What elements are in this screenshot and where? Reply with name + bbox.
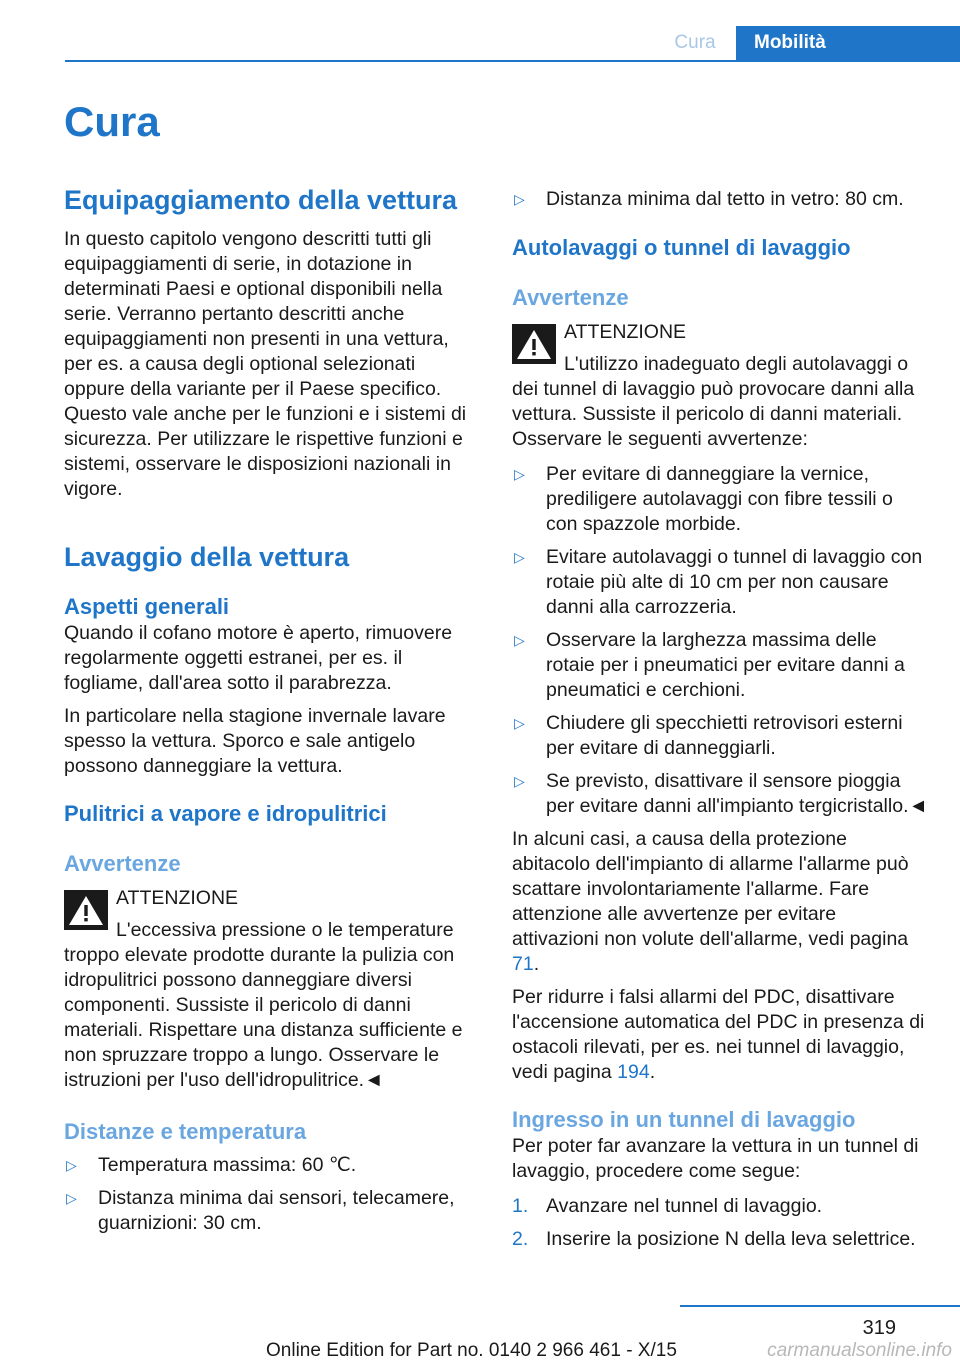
heading-avvertenze: Avvertenze: [64, 851, 181, 876]
heading-aspetti-generali: Aspetti generali: [64, 594, 230, 619]
triangle-right-icon: ▷: [514, 549, 525, 565]
heading-autolavaggi: Autolavaggi o tunnel di lavaggio: [512, 235, 851, 260]
distance-list-continued: [512, 187, 928, 212]
warning-triangle-icon: [512, 324, 556, 364]
warning-title: ATTENZIONE: [116, 887, 239, 909]
heading-ingresso: Ingresso in un tunnel di lavaggio: [512, 1107, 856, 1132]
list-item: 1. Avanzare nel tunnel di lavaggio.: [512, 1195, 823, 1217]
heading-equipaggiamento: Equipaggiamento della vettura: [64, 185, 458, 215]
warning-text: L'utilizzo inadeguato degli autolavaggi o dei tunnel di lavaggio può provocare danni alla vettura. Sussiste il pericolo di danni materiali. Osservare le seguenti avvertenze:: [512, 353, 915, 450]
paragraph-aspetti-1: Quando il cofano motore è aperto, rimuovere regolarmente oggetti estranei, per es. il fogliame, dall'area sotto il parabrezza.: [64, 622, 453, 694]
triangle-right-icon: ▷: [514, 466, 525, 482]
triangle-right-icon: ▷: [514, 191, 525, 207]
warning-block: [64, 884, 479, 1093]
heading-pulitrici: Pulitrici a vapore e idropulitrici: [64, 801, 387, 826]
triangle-right-icon: ▷: [514, 773, 525, 789]
triangle-right-icon: ▷: [514, 715, 525, 731]
list-item: ▷ Se previsto, disattivare il sensore pioggia per evitare danni all'impianto tergicristallo.◄: [514, 770, 928, 817]
list-item: ▷ Temperatura massima: 60 ℃.: [66, 1154, 357, 1176]
list-item: ▷ Distanza minima dal tetto in vetro: 80 cm.: [514, 188, 904, 210]
list-item: ▷ Osservare la larghezza massima delle rotaie per i pneumatici per evitare danni a pneumatici e cerchioni.: [514, 629, 905, 701]
paragraph-equipaggiamento: In questo capitolo vengono descritti tutti gli equipaggiamenti di serie, in dotazione in determinati Paesi e optional disponibili nella serie. Verranno pertanto descritti anche equipaggiamenti non presenti in una vettura, per es. a causa degli optional selezionati oppure della variante per il Paese specifico. Questo vale anche per le funzioni e i sistemi di sicurezza. Per utilizzare le rispettive funzioni e sistemi, osservare le disposizioni nazionali in vigore.: [64, 228, 467, 500]
warning-text: L'eccessiva pressione o le temperature troppo elevate prodotte durante la pulizia con idropulitrici possono danneggiare diversi componenti. Sussiste il pericolo di danni materiali. Rispettare una distanza sufficiente e non spruzzare troppo a lungo. Osservare le istruzioni per l'uso dell'idropulitrice.◄: [64, 919, 463, 1091]
page-title: Cura: [64, 98, 160, 145]
paragraph-ingresso: Per poter far avanzare la vettura in un tunnel di lavaggio, procedere come segue:: [512, 1135, 919, 1182]
page-link-194[interactable]: 194: [617, 1061, 650, 1083]
paragraph-allarme: In alcuni casi, a causa della protezione abitacolo dell'impianto di allarme l'allarme può scattare involontariamente l'allarme. Fare attenzione alle avvertenze per evitare attivazioni non volute dell'allarme, vedi pagina 71.: [512, 828, 909, 975]
heading-distanze: Distanze e temperatura: [64, 1119, 307, 1144]
carwash-list: [512, 462, 928, 819]
heading-lavaggio: Lavaggio della vettura: [64, 542, 350, 572]
tab-cura[interactable]: Cura: [674, 32, 716, 53]
triangle-right-icon: ▷: [514, 632, 525, 648]
warning-triangle-icon: [64, 890, 108, 930]
list-item: ▷ Chiudere gli specchietti retrovisori esterni per evitare di danneggiarli.: [514, 712, 903, 759]
heading-avvertenze-right: Avvertenze: [512, 285, 629, 310]
page-link-71[interactable]: 71: [512, 953, 534, 975]
tab-mobilita[interactable]: Mobilità: [736, 26, 960, 62]
right-column: [512, 185, 928, 1260]
list-item: ▷ Distanza minima dai sensori, telecamere, guarnizioni: 30 cm.: [66, 1187, 455, 1234]
paragraph-aspetti-2: In particolare nella stagione invernale lavare spesso la vettura. Sporco e sale antigelo possono danneggiare la vettura.: [64, 705, 446, 777]
triangle-right-icon: ▷: [66, 1190, 77, 1206]
footer-edition: Online Edition for Part no. 0140 2 966 461 - X/15: [266, 1340, 677, 1361]
watermark: carmanualsonline.info: [767, 1340, 952, 1361]
distance-list: [64, 1153, 479, 1236]
page-number: 319: [862, 1317, 896, 1339]
list-item: ▷ Per evitare di danneggiare la vernice, prediligere autolavaggi con fibre tessili o con spazzole morbide.: [514, 463, 893, 535]
warning-block-right: [512, 318, 928, 452]
paragraph-pdc: Per ridurre i falsi allarmi del PDC, disattivare l'accensione automatica del PDC in presenza di ostacoli rilevati, per es. nei tunnel di lavaggio, vedi pagina 194.: [512, 986, 925, 1083]
list-item: 2. Inserire la posizione N della leva selettrice.: [512, 1228, 916, 1250]
left-column: [64, 185, 479, 1244]
list-item: ▷ Evitare autolavaggi o tunnel di lavaggio con rotaie più alte di 10 cm per non causare danni alla carrozzeria.: [514, 546, 923, 618]
triangle-right-icon: ▷: [66, 1157, 77, 1173]
steps-list: [512, 1194, 928, 1252]
footer-rule: [680, 1305, 960, 1307]
warning-title: ATTENZIONE: [564, 321, 687, 343]
